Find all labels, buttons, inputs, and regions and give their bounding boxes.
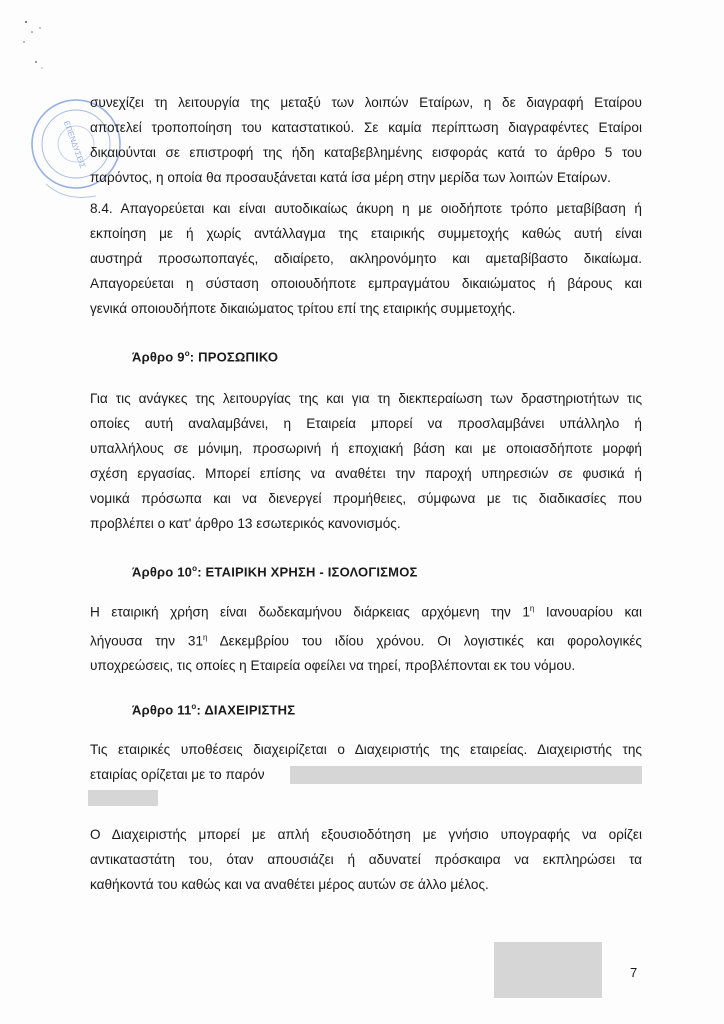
- text-line: προβλέπει ο κατ' άρθρο 13 εσωτερικός κανονισμός.: [90, 516, 401, 531]
- text-sup: η: [529, 604, 535, 613]
- heading-prefix: Άρθρο 11: [132, 702, 192, 718]
- text-line: [90, 625, 642, 654]
- heading-sup: ο: [184, 349, 190, 358]
- text-line: Για τις ανάγκες της λειτουργίας της και για τη διεκπεραίωση των δραστηριοτήτων τις: [90, 391, 642, 406]
- heading-title: : ΠΡΟΣΩΠΙΚΟ: [189, 349, 279, 365]
- article-9-heading: [132, 349, 278, 364]
- text-segment: Η εταιρική χρήση είναι δωδεκαμήνου διάρκειας αρχόμενη την 1: [90, 604, 530, 620]
- text-line: νομικά πρόσωπα και να διενεργεί προμήθειες, σύμφωνα με τις διαδικασίες που: [90, 491, 642, 506]
- redaction-block: [290, 766, 642, 784]
- paragraph-intro: [90, 90, 642, 190]
- redaction-block: [88, 790, 158, 806]
- text-line: γενικά οποιουδήποτε δικαιώματος τρίτου επί της εταιρικής συμμετοχής.: [90, 301, 516, 316]
- text-line: αποτελεί τροποποίηση του καταστατικού. Σε καμία περίπτωση διαγραφέντες Εταίροι: [90, 120, 642, 135]
- text-segment: Δεκεμβρίου του ιδίου χρόνου. Οι λογιστικές και φορολογικές: [207, 633, 642, 649]
- heading-prefix: Άρθρο 9: [132, 349, 185, 365]
- text-segment: Ιανουαρίου και: [534, 604, 642, 620]
- text-line: σχέση εργασίας. Μπορεί επίσης να αναθέτει την παροχή υπηρεσιών σε φυσικά ή: [90, 466, 642, 481]
- text-line: υπαλλήλους σε μόνιμη, προσωρινή ή εποχιακή βάση και με οποιασδήποτε μορφή: [90, 441, 642, 456]
- text-line: εκποίηση με ή χωρίς αντάλλαγμα της εταιρικής συμμετοχής καθώς αυτή είναι: [90, 226, 642, 241]
- article-10-heading: [132, 564, 418, 579]
- text-line: [90, 596, 642, 625]
- article-9-body: [90, 386, 642, 536]
- text-line: Τις εταιρικές υποθέσεις διαχειρίζεται ο Διαχειριστής της εταιρείας. Διαχειριστής της: [90, 742, 642, 757]
- text-line: συνεχίζει τη λειτουργία της μεταξύ των λοιπών Εταίρων, η δε διαγραφή Εταίρου: [90, 95, 642, 110]
- text-line: αυστηρά προσωποπαγές, αδιαίρετο, ακληρονόμητο και αμεταβίβαστο δικαίωμα.: [90, 251, 642, 266]
- article-10-body: [90, 596, 642, 678]
- article-11-heading: [132, 702, 295, 717]
- text-line: δικαιούνται σε επιστροφή της ήδη καταβεβλημένης εισφοράς κατά το άρθρο 5 του: [90, 145, 642, 160]
- heading-title: : ΕΤΑΙΡΙΚΗ ΧΡΗΣΗ - ΙΣΟΛΟΓΙΣΜΟΣ: [197, 564, 418, 580]
- svg-text:ΕΠΕΝΔΥΣΕΙΣ: ΕΠΕΝΔΥΣΕΙΣ: [61, 119, 88, 170]
- heading-title: : ΔΙΑΧΕΙΡΙΣΤΗΣ: [196, 702, 296, 718]
- heading-prefix: Άρθρο 10: [132, 564, 193, 580]
- heading-sup: ο: [191, 702, 197, 711]
- text-line: παρόντος, η οποία θα προσαυξάνεται κατά ίσα μέρη στην μερίδα των λοιπών Εταίρων.: [90, 170, 611, 185]
- heading-sup: ο: [192, 564, 198, 573]
- paragraph-8-4: [90, 196, 642, 321]
- text-sup: η: [203, 632, 208, 642]
- text-line: εταιρίας ορίζεται με το παρόν: [90, 767, 265, 782]
- text-segment: λήγουσα την 31: [90, 633, 204, 649]
- text-line: Ο Διαχειριστής μπορεί με απλή εξουσιοδότηση με γνήσιο υπογραφής να ορίζει: [90, 827, 642, 842]
- text-line: 8.4. Απαγορεύεται και είναι αυτοδικαίως άκυρη η με οιοδήποτε τρόπο μεταβίβαση ή: [90, 201, 642, 216]
- redaction-block: [494, 942, 602, 998]
- text-line: υποχρεώσεις, τις οποίες η Εταιρεία οφείλει να τηρεί, προβλέπονται εκ του νόμου.: [90, 658, 576, 674]
- text-line: οποίες αυτή αναλαμβάνει, η Εταιρεία μπορεί να προσλαμβάνει υπάλληλο ή: [90, 416, 642, 431]
- scan-specks: [18, 18, 58, 78]
- page-number: 7: [630, 965, 638, 980]
- text-line: αντικαταστάτη του, όταν απουσιάζει ή αδυνατεί πρόσκαιρα να εκπληρώσει τα: [90, 852, 642, 867]
- text-line: Απαγορεύεται η σύσταση οποιουδήποτε εμπραγμάτου δικαιώματος ή βάρους και: [90, 276, 642, 291]
- text-line: καθήκοντά του καθώς και να αναθέτει μέρος αυτών σε άλλο μέλος.: [90, 877, 489, 892]
- article-11-paragraph-2: [90, 822, 642, 897]
